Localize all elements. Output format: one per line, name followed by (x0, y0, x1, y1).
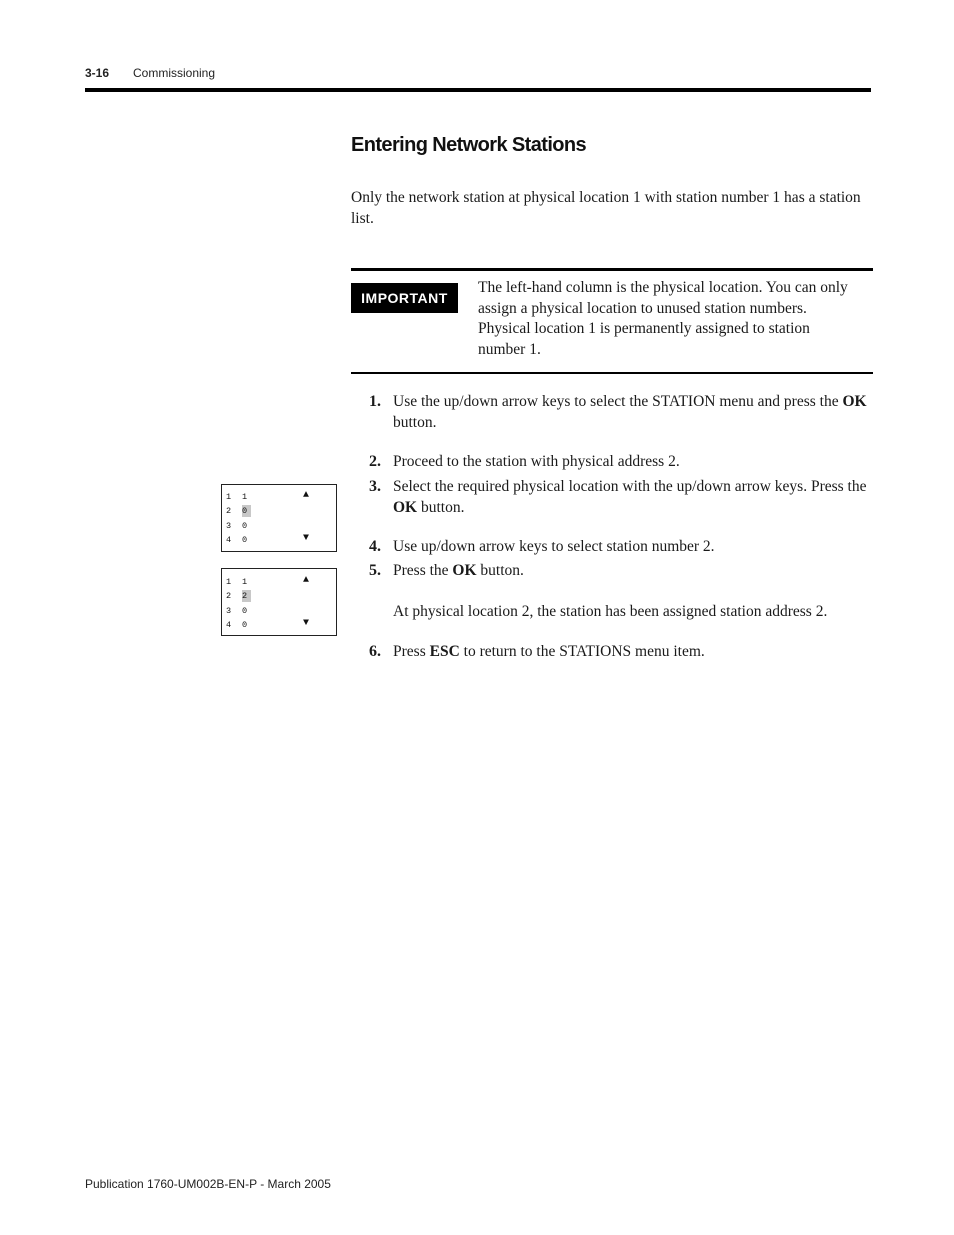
page-title: Entering Network Stations (351, 134, 587, 156)
step-text: Press the (393, 562, 453, 579)
step-4 (369, 537, 874, 558)
step-text: Proceed to the station with physical address 2. (393, 453, 680, 470)
station-number-cursor: 2 (242, 590, 251, 602)
intro-paragraph: Only the network station at physical location 1 with station number 1 has a station list. (351, 189, 861, 227)
important-text: The left-hand column is the physical location. You can only assign a physical location to unused station numbers. Physical location 1 is permanently assigned to station number 1. (478, 279, 848, 358)
step-text-end: button. (476, 562, 524, 579)
step-3 (369, 477, 874, 518)
step-number: 4. (369, 538, 381, 555)
step-5-note: At physical location 2, the station has been assigned station address 2. (393, 603, 828, 620)
station-number: 0 (242, 606, 248, 616)
step-5 (369, 561, 874, 582)
step-6 (369, 642, 874, 663)
station-number: 0 (242, 521, 248, 531)
step-number: 5. (369, 562, 381, 579)
important-badge: IMPORTANT (351, 283, 458, 313)
lcd-display-after (221, 568, 337, 636)
step-1 (369, 392, 874, 433)
lcd-display-before (221, 484, 337, 552)
station-number: 0 (242, 620, 248, 630)
header-rule (85, 88, 871, 92)
up-arrow-icon: ▲ (303, 490, 310, 501)
section-title: Commissioning (133, 66, 216, 80)
down-arrow-icon: ▼ (303, 618, 310, 629)
publication-footer: Publication 1760-UM002B-EN-P - March 2005 (85, 1177, 331, 1191)
station-number: 1 (242, 492, 248, 502)
important-top-rule (351, 268, 873, 271)
physical-location: 4 (226, 620, 232, 630)
step-text: Use the up/down arrow keys to select the STATION menu and press the (393, 393, 843, 410)
physical-location: 3 (226, 606, 232, 616)
important-bottom-rule (351, 372, 873, 374)
step-number: 1. (369, 393, 381, 410)
step-key: OK (842, 393, 867, 410)
step-text: Select the required physical location with the up/down arrow keys. Press the (393, 478, 867, 495)
step-key: ESC (429, 643, 460, 660)
down-arrow-icon: ▼ (303, 533, 310, 544)
step-text: Use up/down arrow keys to select station number 2. (393, 538, 715, 555)
physical-location: 1 (226, 577, 232, 587)
step-text-end: button. (393, 413, 437, 431)
step-text-end: button. (417, 498, 465, 516)
step-key: OK (452, 562, 477, 579)
station-number: 1 (242, 577, 248, 587)
step-text: Press (393, 643, 430, 660)
physical-location: 3 (226, 521, 232, 531)
page-number: 3-16 (85, 66, 110, 80)
physical-location: 2 (226, 591, 232, 601)
step-key: OK (393, 498, 418, 516)
step-number: 2. (369, 453, 381, 470)
station-number-cursor: 0 (242, 505, 251, 517)
step-number: 6. (369, 643, 381, 660)
physical-location: 2 (226, 506, 232, 516)
step-text-end: to return to the STATIONS menu item. (459, 643, 705, 660)
station-number: 0 (242, 535, 248, 545)
step-2 (369, 452, 874, 473)
physical-location: 4 (226, 535, 232, 545)
physical-location: 1 (226, 492, 232, 502)
up-arrow-icon: ▲ (303, 575, 310, 586)
step-number: 3. (369, 478, 381, 495)
